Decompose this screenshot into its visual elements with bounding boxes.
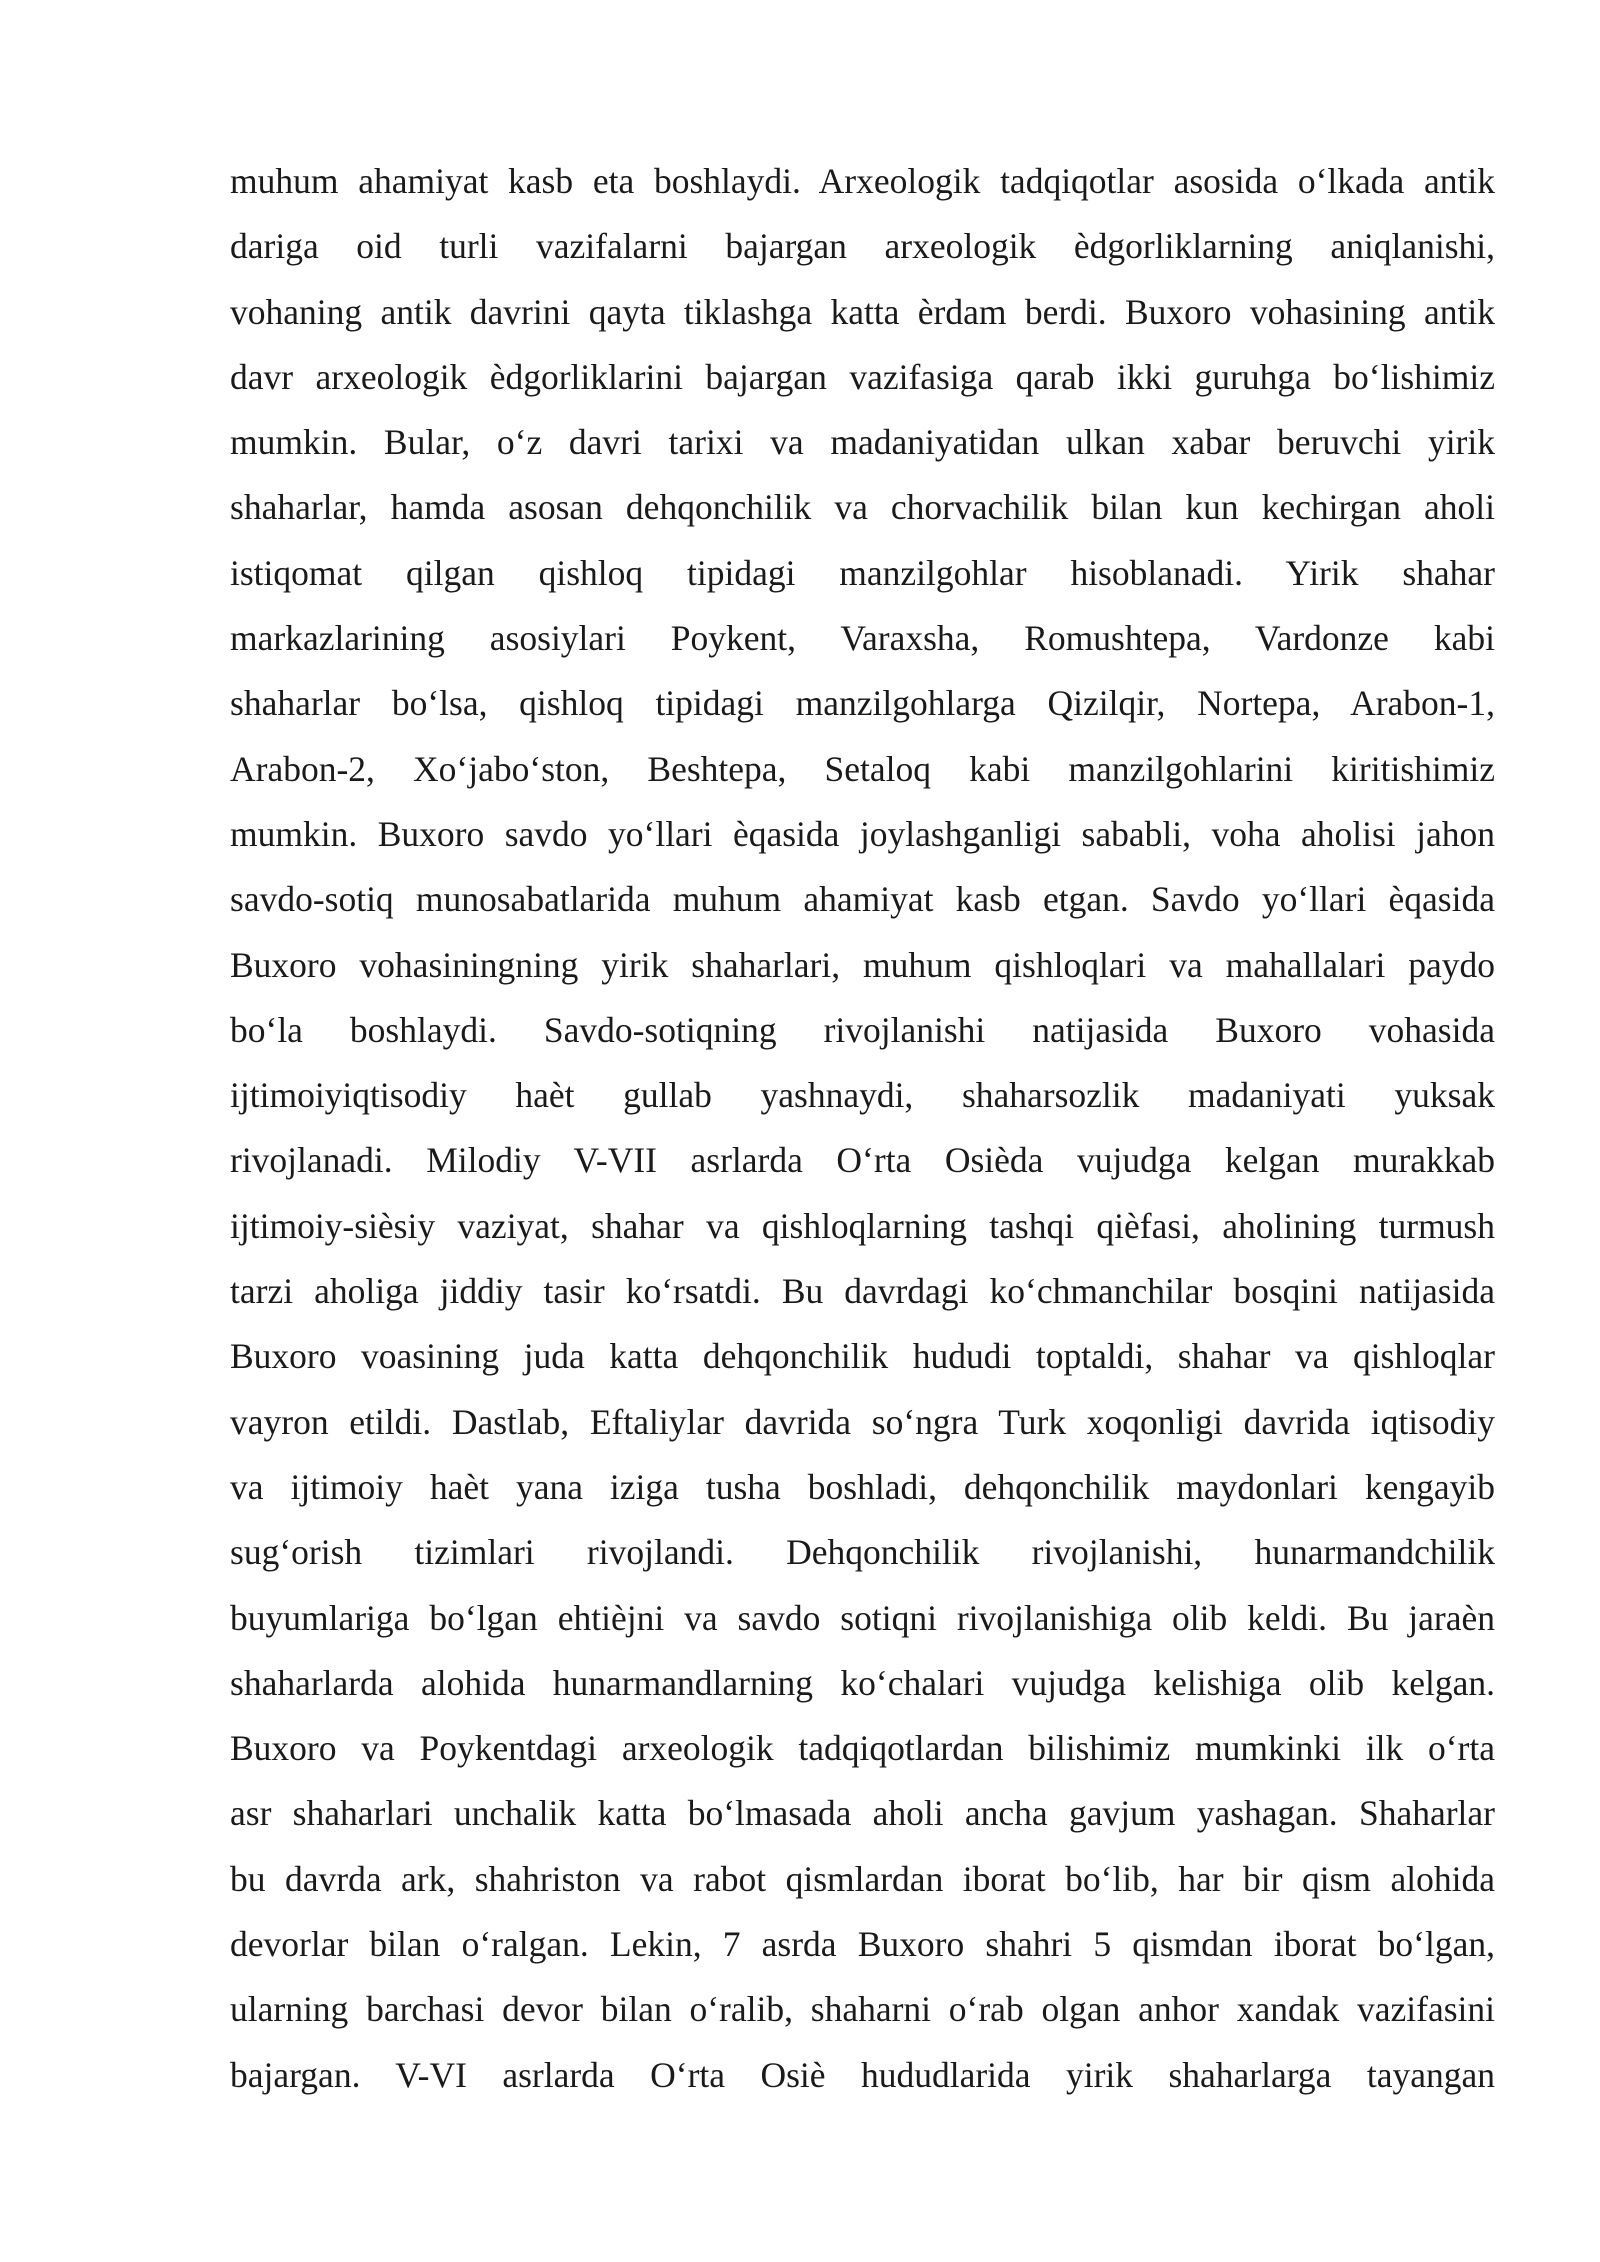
text-line: vohaning antik davrini qayta tiklashga katta èrdam berdi. Buxoro vohasining antik [230,291,1495,332]
body-text [230,149,1495,2108]
text-line: tarzi aholiga jiddiy tasir ko‘rsatdi. Bu davrdagi ko‘chmanchilar bosqini natijasida [230,1271,1495,1312]
text-line: Buxoro voasining juda katta dehqonchilik hududi toptaldi, shahar va qishloqlar [230,1336,1495,1377]
text-line: ijtimoiy-sièsiy vaziyat, shahar va qishloqlarning tashqi qièfasi, aholining turmush [230,1205,1495,1246]
text-line: ularning barchasi devor bilan o‘ralib, shaharni o‘rab olgan anhor xandak vazifasini [230,1989,1495,2030]
text-line: muhum ahamiyat kasb eta boshlaydi. Arxeologik tadqiqotlar asosida o‘lkada antik [230,161,1495,201]
text-line: Arabon-2, Xo‘jabo‘ston, Beshtepa, Setaloq kabi manzilgohlarini kiritishimiz [230,748,1495,789]
text-line: vayron etildi. Dastlab, Eftaliylar davrida so‘ngra Turk xoqonligi davrida iqtisodiy [230,1401,1495,1442]
text-line: devorlar bilan o‘ralgan. Lekin, 7 asrda Buxoro shahri 5 qismdan iborat bo‘lgan, [230,1924,1495,1965]
text-line: ijtimoiyiqtisodiy haèt gullab yashnaydi, shaharsozlik madaniyati yuksak [230,1075,1495,1116]
text-line: markazlarining asosiylari Poykent, Varaxsha, Romushtepa, Vardonze kabi [230,618,1495,659]
text-line: Buxoro vohasiningning yirik shaharlari, muhum qishloqlari va mahallalari paydo [230,944,1495,985]
text-line: dariga oid turli vazifalarni bajargan arxeologik èdgorliklarning aniqlanishi, [230,226,1495,267]
text-line: bu davrda ark, shahriston va rabot qismlardan iborat bo‘lib, har bir qism alohida [230,1858,1495,1899]
text-line: shaharlar bo‘lsa, qishloq tipidagi manzilgohlarga Qizilqir, Nortepa, Arabon-1, [230,683,1495,724]
text-line: mumkin. Buxoro savdo yo‘llari èqasida joylashganligi sababli, voha aholisi jahon [230,813,1495,854]
text-line: asr shaharlari unchalik katta bo‘lmasada aholi ancha gavjum yashagan. Shaharlar [230,1793,1495,1834]
text-line: savdo-sotiq munosabatlarida muhum ahamiyat kasb etgan. Savdo yo‘llari èqasida [230,879,1495,920]
text-line: mumkin. Bular, o‘z davri tarixi va madaniyatidan ulkan xabar beruvchi yirik [230,422,1495,463]
text-line: istiqomat qilgan qishloq tipidagi manzilgohlar hisoblanadi. Yirik shahar [230,552,1495,593]
text-line: sug‘orish tizimlari rivojlandi. Dehqonchilik rivojlanishi, hunarmandchilik [230,1532,1495,1573]
text-line: shaharlar, hamda asosan dehqonchilik va chorvachilik bilan kun kechirgan aholi [230,487,1495,528]
text-line: rivojlanadi. Milodiy V-VII asrlarda O‘rta Osièda vujudga kelgan murakkab [230,1140,1495,1181]
text-line: va ijtimoiy haèt yana iziga tusha boshladi, dehqonchilik maydonlari kengayib [230,1466,1495,1507]
text-line: bajargan. V-VI asrlarda O‘rta Osiè hududlarida yirik shaharlarga tayangan [230,2054,1495,2095]
text-line: davr arxeologik èdgorliklarini bajargan vazifasiga qarab ikki guruhga bo‘lishimiz [230,356,1495,397]
text-line: Buxoro va Poykentdagi arxeologik tadqiqotlardan bilishimiz mumkinki ilk o‘rta [230,1728,1495,1769]
text-line: bo‘la boshlaydi. Savdo-sotiqning rivojlanishi natijasida Buxoro vohasida [230,1009,1495,1050]
text-line: shaharlarda alohida hunarmandlarning ko‘chalari vujudga kelishiga olib kelgan. [230,1662,1495,1703]
text-line: buyumlariga bo‘lgan ehtièjni va savdo sotiqni rivojlanishiga olib keldi. Bu jaraèn [230,1597,1495,1638]
